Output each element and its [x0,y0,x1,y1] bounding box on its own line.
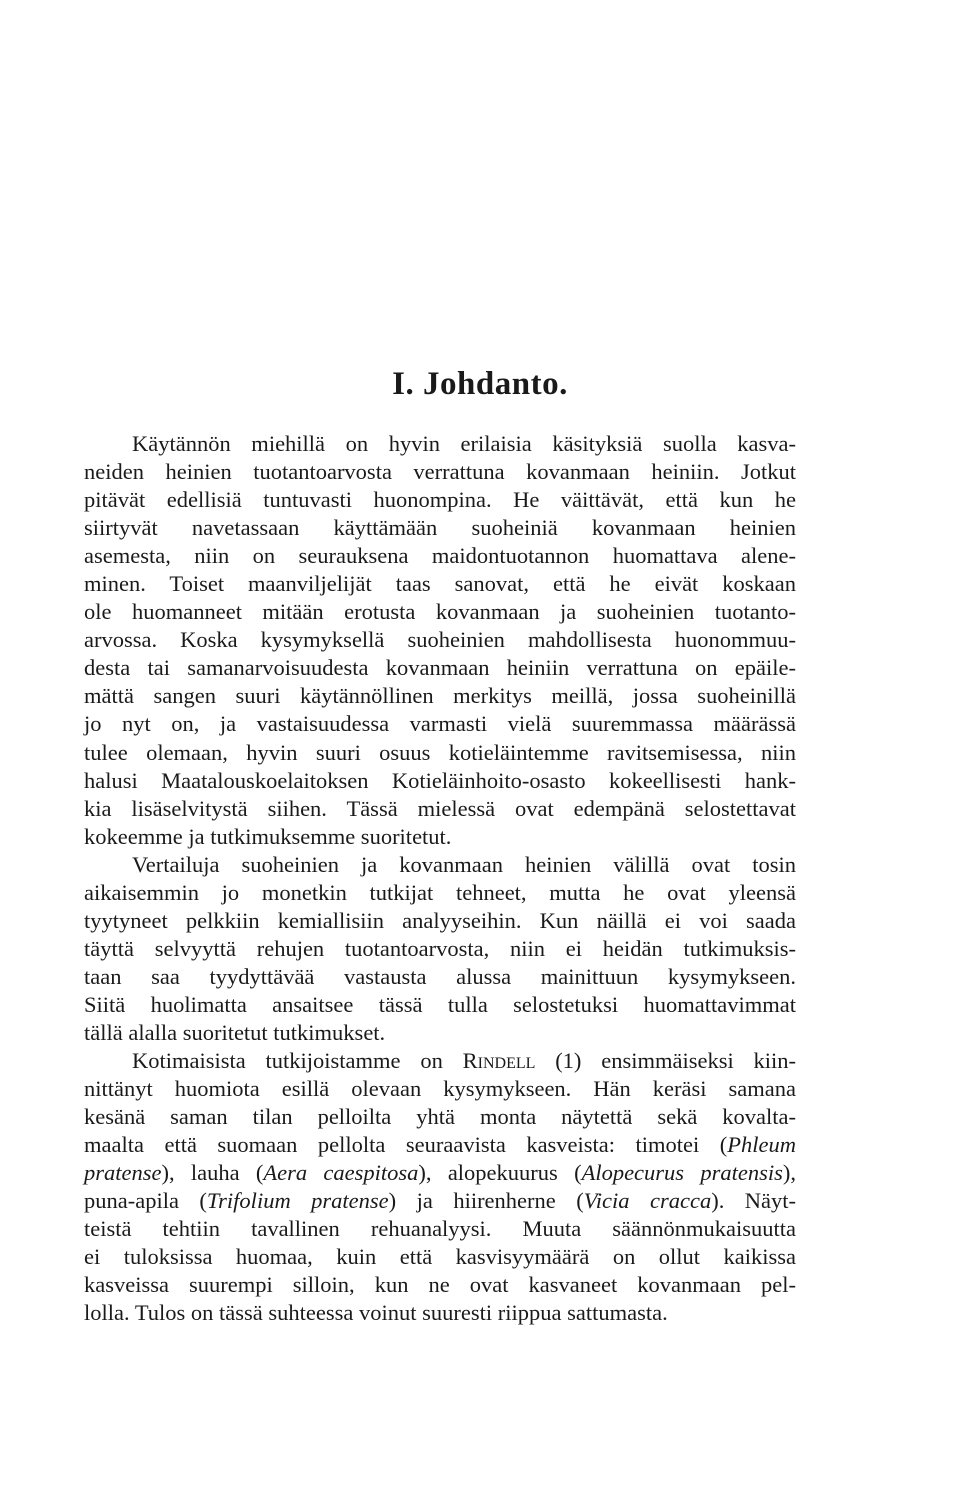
text-line: taan saa tyydyttävää vastausta alussa mainittuun kysymykseen. [84,963,796,989]
latin-name: Trifolium [206,1188,291,1214]
text-line: jo nyt on, ja vastaisuudessa varmasti vielä suuremmassa määrässä [84,711,796,737]
text-line: Vertailuja suoheinien ja kovanmaan heinien välillä ovat tosin [132,851,796,877]
author-name: Rindell [462,1048,536,1074]
paragraph-2 [84,851,796,1047]
text-line: pitävät edellisiä tuntuvasti huonompina. He väittävät, että kun he [84,487,796,513]
text-line: kasveissa suurempi silloin, kun ne ovat kasvaneet kovanmaan pel- [84,1272,796,1298]
text-line: tulee olemaan, hyvin suuri osuus kotieläintemme ravitsemisessa, niin [84,739,796,765]
text-line: nittänyt huomiota esillä olevaan kysymykseen. Hän keräsi samana [84,1076,796,1102]
text-line: minen. Toiset maanviljelijät taas sanovat, että he eivät koskaan [84,571,796,597]
text-line: pratense), lauha (Aera caespitosa), alopekuurus (Alopecurus pratensis), [84,1160,796,1186]
text-line: kesänä saman tilan pelloilta yhtä monta näytettä sekä kovalta- [84,1104,796,1130]
text-line: maalta että suomaan pellolta seuraavista kasveista: timotei (Phleum [84,1132,796,1158]
latin-name: pratense [84,1160,162,1186]
latin-name: pratense [311,1188,389,1214]
text-line: täyttä selvyyttä rehujen tuotantoarvosta, niin ei heidän tutkimuksis- [84,935,796,961]
paragraph-1 [84,430,796,851]
text-line: halusi Maatalouskoelaitoksen Kotieläinhoito-osasto kokeellisesti hank- [84,767,796,793]
text-line: puna-apila (Trifolium pratense) ja hiirenherne (Vicia cracca). Näyt- [84,1188,797,1214]
text-line: mättä sangen suuri käytännöllinen merkitys meillä, jossa suoheinillä [84,683,796,709]
text-line: Kotimaisista tutkijoistamme on Rindell (1) ensimmäiseksi kiin- [132,1048,796,1074]
text-line: arvossa. Koska kysymyksellä suoheinien mahdollisesta huonommuu- [84,627,796,653]
paragraph-3 [84,1047,796,1327]
text-line: asemesta, niin on seurauksena maidontuotannon huomattava alene- [84,543,796,569]
latin-name: Alopecurus pratensis [581,1160,783,1186]
text-line: kia lisäselvitystä siihen. Tässä mielessä ovat edempänä selostettavat [84,795,796,821]
latin-name: Phleum [727,1132,796,1158]
text-line: teistä tehtiin tavallinen rehuanalyysi. Muuta säännönmukaisuutta [84,1216,796,1242]
text-line: lolla. Tulos on tässä suhteessa voinut suuresti riippua sattumasta. [84,1300,668,1326]
body-text [84,430,796,1328]
text-line: aikaisemmin jo monetkin tutkijat tehneet, mutta he ovat yleensä [84,879,796,905]
text-line: tyytyneet pelkkiin kemiallisiin analyyseihin. Kun näillä ei voi saada [84,907,796,933]
text-line: tällä alalla suoritetut tutkimukset. [84,1019,386,1045]
text-line: siirtyvät navetassaan käyttämään suoheiniä kovanmaan heinien [84,515,796,541]
chapter-heading: I. Johdanto. [392,366,568,402]
latin-name: Vicia cracca [583,1188,712,1214]
text-line: neiden heinien tuotantoarvosta verrattuna kovanmaan heiniin. Jotkut [84,459,796,485]
text-line: Siitä huolimatta ansaitsee tässä tulla selostetuksi huomattavimmat [84,991,796,1017]
text-line: Käytännön miehillä on hyvin erilaisia käsityksiä suolla kasva- [132,431,796,456]
latin-name: Aera caespitosa [263,1160,419,1186]
text-line: desta tai samanarvoisuudesta kovanmaan heiniin verrattuna on epäile- [84,655,796,681]
text-line: kokeemme ja tutkimuksemme suoritetut. [84,823,452,849]
text-line: ei tuloksissa huomaa, kuin että kasvisyymäärä on ollut kaikissa [84,1244,796,1270]
text-line: ole huomanneet mitään erotusta kovanmaan ja suoheinien tuotanto- [84,599,796,625]
